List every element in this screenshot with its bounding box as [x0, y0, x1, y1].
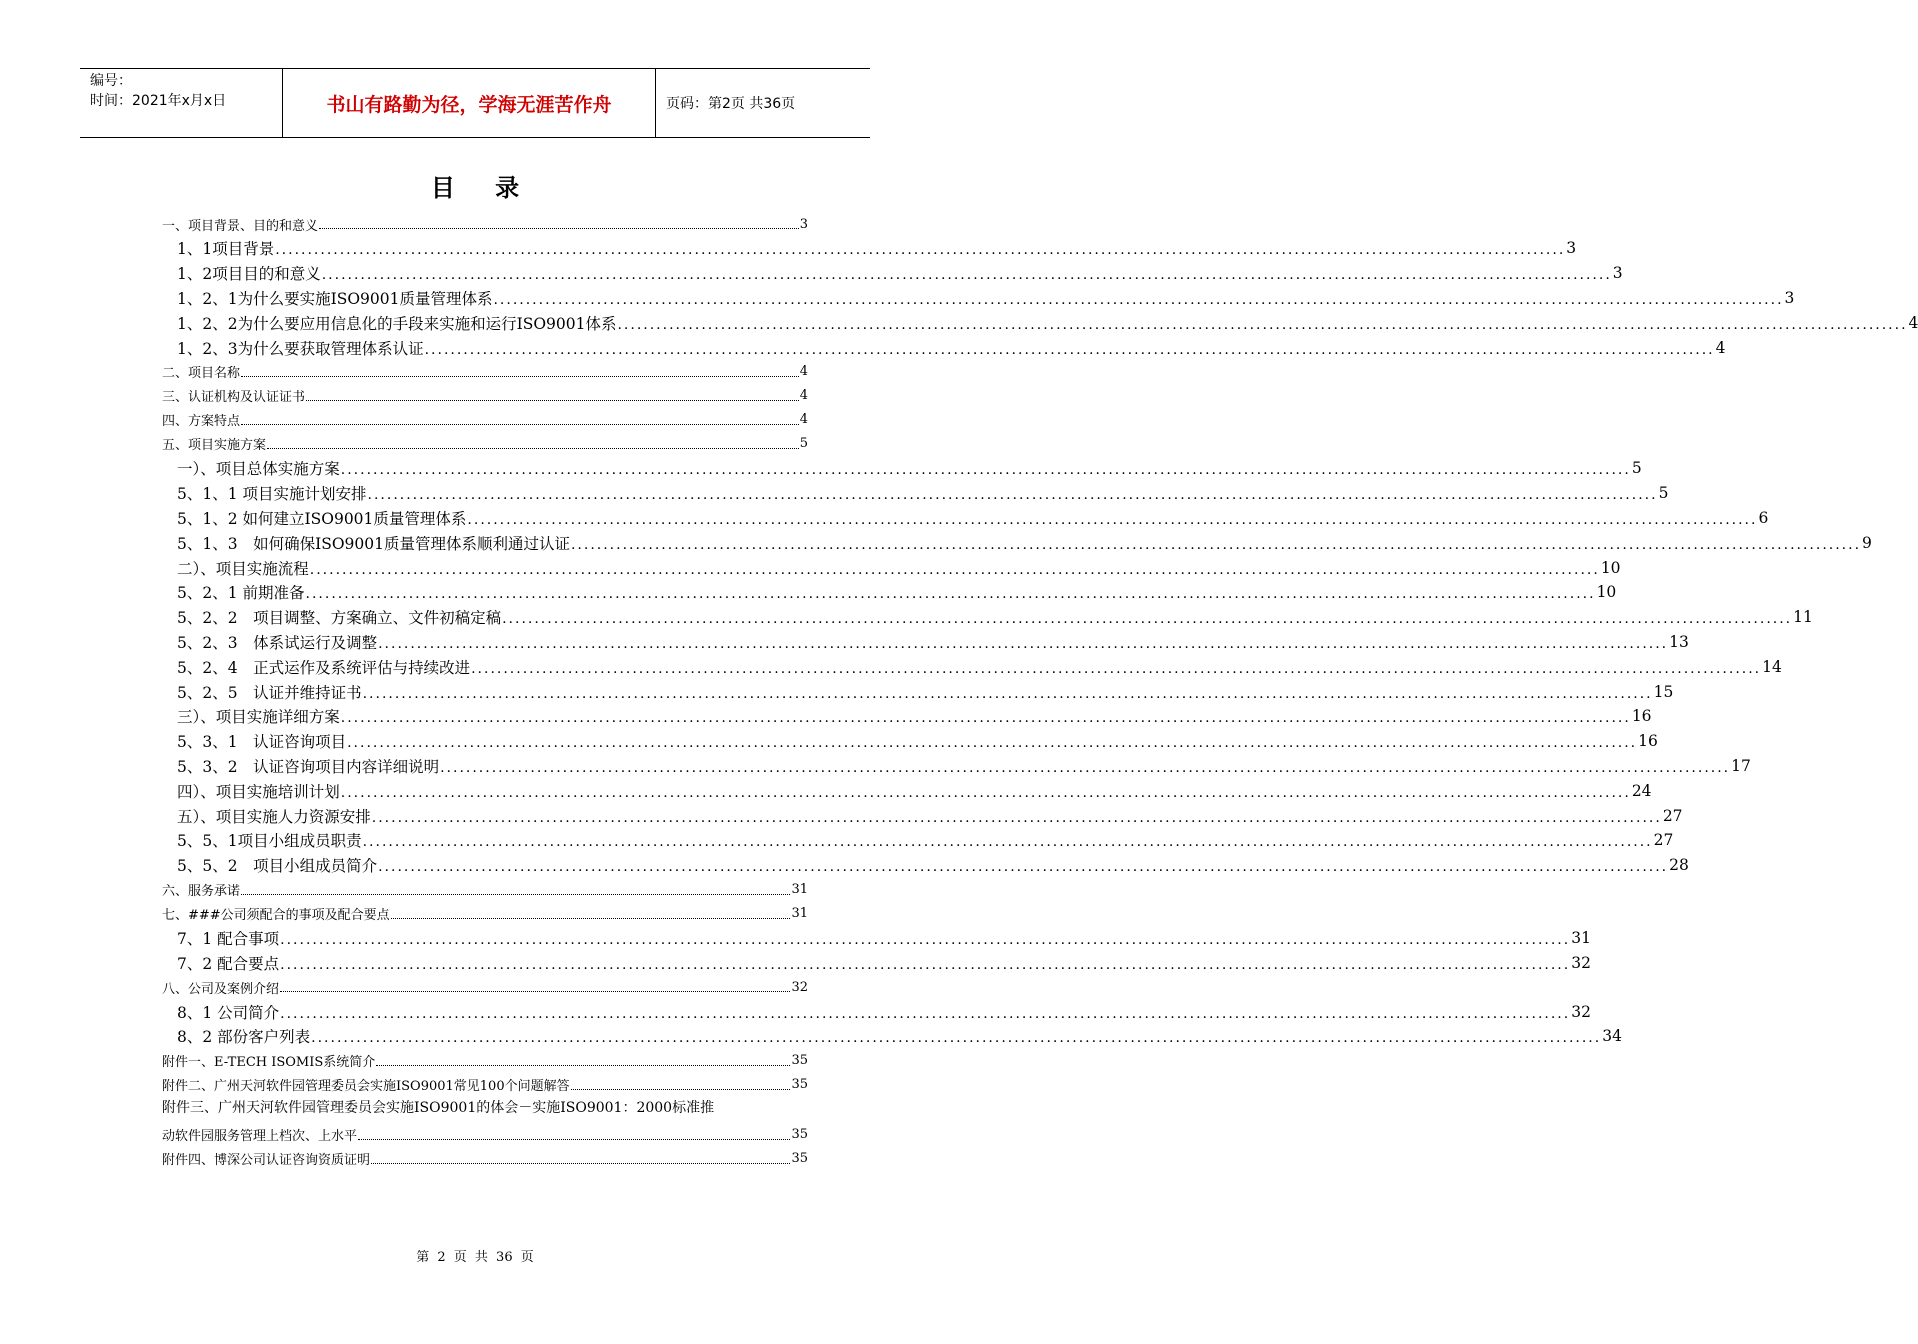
toc-entry-page: 14	[1762, 657, 1782, 676]
toc-dot-leader: ........................................................................................................................................................................................................	[378, 635, 1669, 652]
toc-entry-title: 5、2、1 前期准备	[177, 584, 305, 603]
toc-entry-title: 附件一、E-TECH ISOMIS系统简介	[162, 1055, 376, 1071]
header-info-cell	[80, 69, 282, 137]
toc-entry-page: 28	[1669, 856, 1689, 875]
toc-entry-title: 三、认证机构及认证证书	[162, 390, 306, 406]
toc-entry[interactable]	[162, 555, 1621, 580]
toc-entry[interactable]	[162, 236, 1577, 261]
toc-entry-page: 16	[1631, 707, 1652, 726]
toc-entry[interactable]	[162, 384, 808, 408]
toc-entry[interactable]	[162, 754, 1751, 779]
toc-dot-leader: ........................................................................................................................................................................................................	[340, 784, 1631, 801]
toc-entry-title: 8、2 部份客户列表	[177, 1028, 311, 1047]
toc-entry[interactable]	[162, 456, 1642, 481]
toc-entry[interactable]	[162, 926, 1591, 951]
toc-dot-leader	[371, 1163, 790, 1164]
toc-entry-title: 六、服务承诺	[162, 884, 241, 900]
toc-entry-title: 一、项目背景、目的和意义	[162, 218, 319, 234]
toc-entry[interactable]	[162, 310, 1918, 335]
toc-entry-page: 10	[1596, 583, 1617, 602]
toc-entry-page: 32	[791, 979, 808, 995]
toc-entry-title: 5、5、2 项目小组成员简介	[177, 857, 378, 876]
toc-entry-title: 5、1、2 如何建立ISO9001质量管理体系	[177, 509, 467, 528]
toc-dot-leader	[571, 1089, 791, 1090]
toc-entry-page: 5	[1631, 459, 1642, 478]
toc-entry[interactable]	[162, 432, 808, 456]
toc-entry-title: 5、3、1 认证咨询项目	[177, 733, 347, 752]
toc-dot-leader: ........................................................................................................................................................................................................	[311, 1030, 1602, 1047]
toc-dot-leader	[280, 991, 790, 992]
toc-dot-leader: ........................................................................................................................................................................................................	[378, 859, 1669, 876]
toc-entry-title: 1、2、1为什么要实施ISO9001质量管理体系	[177, 289, 493, 308]
toc-entry-title: 1、1项目背景	[177, 240, 275, 259]
toc-dot-leader: ........................................................................................................................................................................................................	[424, 341, 1715, 358]
page-footer: 第 2 页 共 36 页	[416, 1250, 534, 1265]
toc-entry-page: 15	[1653, 682, 1674, 701]
toc-dot-leader: ........................................................................................................................................................................................................	[275, 242, 1566, 259]
toc-dot-leader: ........................................................................................................................................................................................................	[347, 735, 1638, 752]
toc-entry-title: 5、2、3 体系试运行及调整	[177, 633, 378, 652]
toc-entry-page: 27	[1662, 806, 1683, 825]
toc-entry-page: 11	[1793, 608, 1813, 627]
toc-entry-title: 7、1 配合事项	[177, 929, 280, 948]
toc-entry-page: 16	[1638, 732, 1658, 751]
toc-entry-title: 五、项目实施方案	[162, 438, 267, 454]
toc-entry[interactable]	[162, 261, 1623, 286]
toc-entry-page: 35	[791, 1151, 808, 1167]
toc-entry-title: 八、公司及案例介绍	[162, 981, 280, 997]
toc-dot-leader: ........................................................................................................................................................................................................	[471, 660, 1762, 677]
toc-entry-page: 4	[799, 412, 808, 428]
toc-entry[interactable]	[162, 902, 808, 926]
toc-dot-leader	[241, 376, 799, 377]
toc-entry-title: 一）、项目总体实施方案	[177, 460, 340, 479]
toc-dot-leader	[241, 894, 790, 895]
header-page-number: 页码：第2页 共36页	[666, 96, 796, 112]
toc-entry-title: 5、2、4 正式运作及系统评估与持续改进	[177, 658, 471, 677]
toc-entry[interactable]	[162, 1147, 808, 1171]
toc-entry-title: 5、1、3 如何确保ISO9001质量管理体系顺利通过认证	[177, 534, 570, 553]
document-date-label: 时间：2021年x月x日	[90, 93, 227, 109]
toc-entry-page: 27	[1653, 831, 1674, 850]
toc-entry-page: 32	[1571, 953, 1591, 972]
toc-entry-page: 34	[1602, 1027, 1622, 1046]
toc-title: 目 录	[430, 174, 536, 202]
toc-entry-page: 35	[791, 1053, 808, 1069]
toc-entry-page: 35	[791, 1127, 808, 1143]
toc-entry[interactable]	[162, 878, 808, 902]
toc-entry-page: 5	[1658, 484, 1669, 503]
toc-entry[interactable]	[162, 506, 1769, 531]
toc-dot-leader: ........................................................................................................................................................................................................	[570, 536, 1862, 553]
toc-entry-page: 3	[799, 216, 808, 232]
toc-dot-leader	[306, 400, 799, 401]
toc-dot-leader: ........................................................................................................................................................................................................	[502, 611, 1793, 628]
toc-entry-page: 24	[1631, 781, 1652, 800]
toc-entry-title: 附件二、广州天河软件园管理委员会实施ISO9001常见100个问题解答	[162, 1079, 570, 1095]
toc-entry-title: 5、5、1项目小组成员职责	[177, 832, 362, 851]
toc-entry-title: 1、2、2为什么要应用信息化的手段来实施和运行ISO9001体系	[177, 314, 617, 333]
toc-entry[interactable]	[162, 530, 1872, 555]
toc-entry[interactable]	[162, 360, 808, 384]
toc-entry-title: 三）、项目实施详细方案	[177, 708, 340, 727]
toc-dot-leader	[319, 228, 799, 229]
toc-entry[interactable]	[162, 778, 1652, 803]
toc-entry[interactable]	[162, 481, 1669, 506]
toc-entry[interactable]	[162, 853, 1689, 878]
toc-entry[interactable]	[162, 1073, 808, 1097]
toc-dot-leader	[376, 1065, 790, 1066]
toc-entry-title: 8、1 公司简介	[177, 1003, 280, 1022]
toc-entry-title: 5、2、5 认证并维持证书	[177, 683, 362, 702]
table-of-contents	[162, 212, 1918, 1171]
page-header	[80, 68, 870, 138]
toc-dot-leader: ........................................................................................................................................................................................................	[280, 931, 1571, 948]
toc-entry-page: 5	[799, 436, 808, 452]
toc-entry-title: 7、2 配合要点	[177, 954, 280, 973]
toc-entry[interactable]	[162, 580, 1617, 605]
toc-entry[interactable]	[162, 803, 1683, 828]
toc-entry-page: 4	[1908, 313, 1918, 332]
toc-entry[interactable]	[162, 630, 1689, 655]
toc-entry[interactable]	[162, 1024, 1622, 1049]
toc-entry-title: 5、1、1 项目实施计划安排	[177, 485, 367, 504]
toc-entry-title: 1、2、3为什么要获取管理体系认证	[177, 339, 424, 358]
toc-dot-leader: ........................................................................................................................................................................................................	[440, 759, 1731, 776]
toc-entry-page: 9	[1862, 533, 1872, 552]
toc-entry-title: 附件三、广州天河软件园管理委员会实施ISO9001的体会－实施ISO9001：2000标准推	[162, 1099, 715, 1116]
toc-entry-page: 32	[1571, 1002, 1591, 1021]
toc-entry-page: 31	[1571, 928, 1591, 947]
toc-dot-leader: ........................................................................................................................................................................................................	[340, 710, 1631, 727]
toc-dot-leader: ........................................................................................................................................................................................................	[467, 511, 1758, 528]
toc-dot-leader: ........................................................................................................................................................................................................	[309, 561, 1600, 578]
toc-entry[interactable]	[162, 975, 808, 999]
toc-entry[interactable]	[162, 729, 1658, 754]
toc-entry-wrapped-line1[interactable]	[162, 1097, 808, 1123]
toc-entry[interactable]	[162, 704, 1652, 729]
toc-entry[interactable]	[162, 605, 1813, 630]
toc-entry-page: 35	[791, 1077, 808, 1093]
toc-entry[interactable]	[162, 212, 808, 236]
toc-entry[interactable]	[162, 679, 1674, 704]
toc-entry[interactable]	[162, 286, 1795, 311]
toc-entry-page: 31	[791, 882, 808, 898]
document-number-label: 编号：	[90, 73, 132, 89]
toc-entry[interactable]	[162, 1049, 808, 1073]
toc-dot-leader: ........................................................................................................................................................................................................	[340, 462, 1631, 479]
toc-entry-page: 4	[799, 388, 808, 404]
toc-entry[interactable]	[162, 999, 1591, 1024]
toc-dot-leader: ........................................................................................................................................................................................................	[362, 834, 1653, 851]
header-motto: 书山有路勤为径，学海无涯苦作舟	[282, 69, 656, 137]
toc-entry[interactable]	[162, 335, 1726, 360]
toc-entry-page: 3	[1784, 288, 1795, 307]
toc-entry-page: 6	[1758, 508, 1769, 527]
toc-entry-page: 31	[791, 906, 808, 922]
toc-entry-title: 5、2、2 项目调整、方案确立、文件初稿定稿	[177, 609, 502, 628]
toc-dot-leader: ........................................................................................................................................................................................................	[617, 316, 1908, 333]
toc-entry-title: 1、2项目目的和意义	[177, 265, 321, 284]
toc-entry-title: 动软件园服务管理上档次、上水平	[162, 1129, 358, 1145]
toc-entry-page: 3	[1612, 264, 1623, 283]
toc-dot-leader	[391, 918, 791, 919]
toc-entry[interactable]	[162, 828, 1674, 853]
toc-dot-leader: ........................................................................................................................................................................................................	[362, 685, 1653, 702]
toc-dot-leader: ........................................................................................................................................................................................................	[305, 586, 1596, 603]
toc-entry-page: 3	[1566, 239, 1577, 258]
toc-dot-leader: ........................................................................................................................................................................................................	[280, 956, 1571, 973]
toc-entry-page: 4	[799, 364, 808, 380]
toc-dot-leader: ........................................................................................................................................................................................................	[493, 291, 1784, 308]
toc-dot-leader	[241, 424, 799, 425]
toc-entry[interactable]	[162, 408, 808, 432]
toc-entry-title: 5、3、2 认证咨询项目内容详细说明	[177, 757, 440, 776]
toc-entry-title: 四、方案特点	[162, 414, 241, 430]
toc-entry-title: 二）、项目实施流程	[177, 559, 309, 578]
toc-entry-title: 附件四、博深公司认证咨询资质证明	[162, 1153, 371, 1169]
toc-dot-leader: ........................................................................................................................................................................................................	[367, 487, 1658, 504]
toc-entry-page: 4	[1715, 338, 1726, 357]
toc-entry-title: 七、###公司须配合的事项及配合要点	[162, 908, 390, 924]
toc-entry-page: 10	[1600, 558, 1621, 577]
toc-entry-wrapped-line2[interactable]	[162, 1123, 808, 1147]
toc-dot-leader: ........................................................................................................................................................................................................	[371, 809, 1662, 826]
toc-entry-title: 五）、项目实施人力资源安排	[177, 807, 371, 826]
toc-dot-leader: ........................................................................................................................................................................................................	[280, 1005, 1571, 1022]
toc-entry[interactable]	[162, 654, 1782, 679]
toc-dot-leader	[267, 448, 799, 449]
toc-dot-leader: ........................................................................................................................................................................................................	[321, 267, 1612, 284]
toc-entry-page: 13	[1669, 632, 1689, 651]
toc-entry[interactable]	[162, 950, 1591, 975]
toc-dot-leader	[358, 1139, 790, 1140]
toc-entry-title: 二、项目名称	[162, 366, 241, 382]
toc-entry-title: 四）、项目实施培训计划	[177, 782, 340, 801]
toc-entry-page: 17	[1731, 756, 1751, 775]
